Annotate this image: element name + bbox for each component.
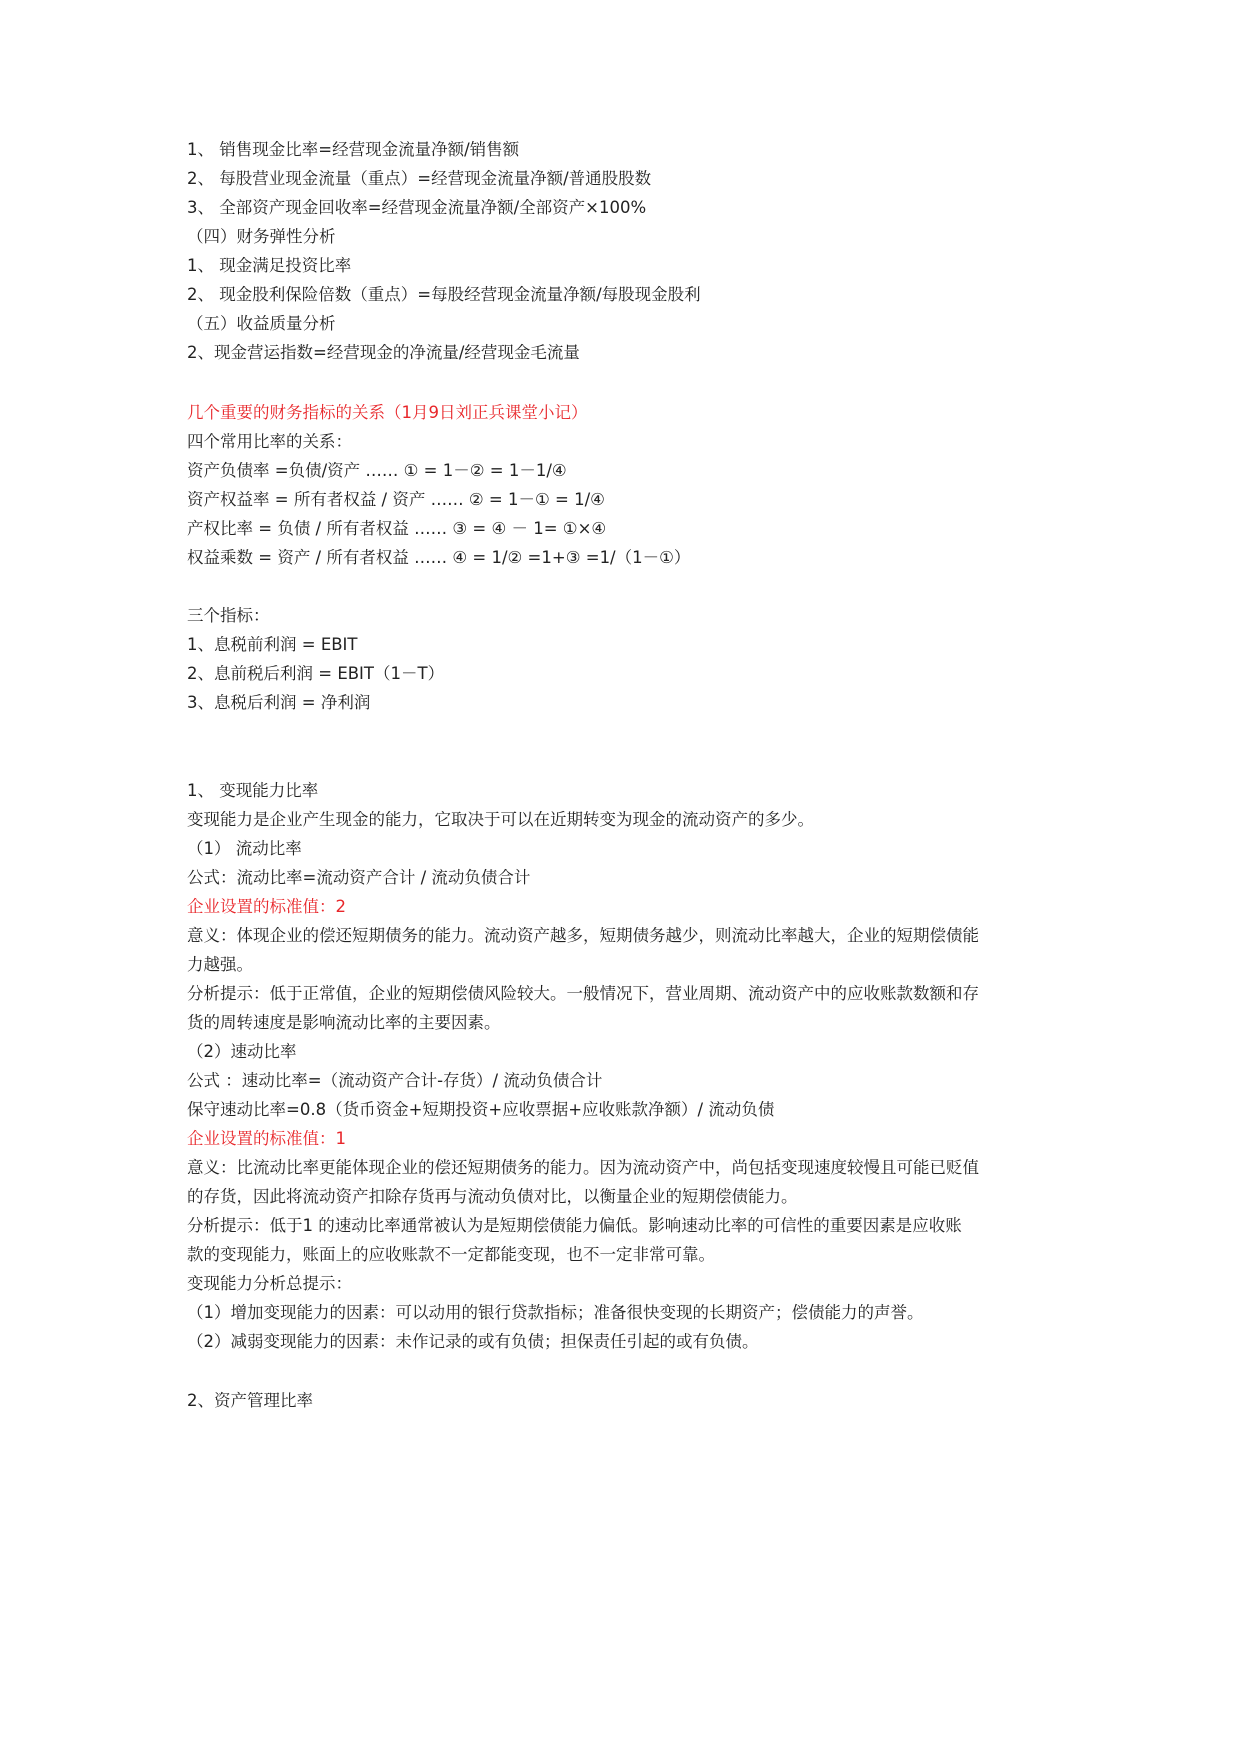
liquidity-increase-factors: （1）增加变现能力的因素：可以动用的银行贷款指标；准备很快变现的长期资产；偿债能力的声誉。	[187, 1303, 924, 1322]
ebit-after-tax-line: 2、息前税后利润 = EBIT（1－T）	[187, 664, 445, 683]
equity-ratio-formula: 资产权益率 = 所有者权益 / 资产 …… ② = 1－① = 1/④	[187, 490, 605, 509]
quick-ratio-analysis-cont: 款的变现能力，账面上的应收账款不一定都能变现，也不一定非常可靠。	[187, 1245, 715, 1264]
current-ratio-meaning: 意义：体现企业的偿还短期债务的能力。流动资产越多，短期债务越少，则流动比率越大，企业的短期偿债能	[187, 926, 979, 945]
current-ratio-analysis: 分析提示：低于正常值，企业的短期偿债风险较大。一般情况下，营业周期、流动资产中的应收账款数额和存	[187, 984, 979, 1003]
liquidity-definition: 变现能力是企业产生现金的能力，它取决于可以在近期转变为现金的流动资产的多少。	[187, 810, 814, 829]
cash-operating-index-line: 2、现金营运指数=经营现金的净流量/经营现金毛流量	[187, 343, 580, 362]
current-ratio-heading: （1） 流动比率	[187, 839, 302, 858]
current-ratio-standard: 企业设置的标准值：2	[187, 897, 346, 916]
current-ratio-formula: 公式：流动比率=流动资产合计 / 流动负债合计	[187, 868, 531, 887]
dividend-coverage-line: 2、 现金股利保险倍数（重点）=每股经营现金流量净额/每股现金股利	[187, 285, 701, 304]
debt-equity-ratio-formula: 产权比率 = 负债 / 所有者权益 …… ③ = ④ － 1= ①×④	[187, 519, 607, 538]
liquidity-decrease-factors: （2）减弱变现能力的因素：未作记录的或有负债；担保责任引起的或有负债。	[187, 1332, 759, 1351]
quick-ratio-heading: （2）速动比率	[187, 1042, 297, 1061]
liquidity-ratio-heading: 1、 变现能力比率	[187, 781, 319, 800]
section-heading-financial-flexibility: （四）财务弹性分析	[187, 227, 336, 246]
net-profit-line: 3、息税后利润 = 净利润	[187, 693, 371, 712]
conservative-quick-ratio-formula: 保守速动比率=0.8（货币资金+短期投资+应收票据+应收账款净额）/ 流动负债	[187, 1100, 775, 1119]
equity-multiplier-formula: 权益乘数 = 资产 / 所有者权益 …… ④ = 1/② =1+③ =1/（1－①）	[187, 548, 691, 567]
quick-ratio-meaning: 意义：比流动比率更能体现企业的偿还短期债务的能力。因为流动资产中，尚包括变现速度较慢且可能已贬值	[187, 1158, 979, 1177]
liquidity-summary-heading: 变现能力分析总提示：	[187, 1274, 352, 1293]
asset-cash-recovery-line: 3、 全部资产现金回收率=经营现金流量净额/全部资产×100%	[187, 198, 647, 217]
asset-management-heading: 2、资产管理比率	[187, 1391, 313, 1410]
ratios-relationship-heading: 几个重要的财务指标的关系（1月9日刘正兵课堂小记）	[187, 403, 588, 422]
quick-ratio-analysis: 分析提示：低于1 的速动比率通常被认为是短期偿债能力偏低。影响速动比率的可信性的重要因素是应收账	[187, 1216, 962, 1235]
section-heading-earnings-quality: （五）收益质量分析	[187, 314, 336, 333]
ebit-line: 1、息税前利润 = EBIT	[187, 635, 358, 654]
investment-coverage-line: 1、 现金满足投资比率	[187, 256, 352, 275]
four-ratios-heading: 四个常用比率的关系：	[187, 432, 352, 451]
current-ratio-analysis-cont: 货的周转速度是影响流动比率的主要因素。	[187, 1013, 501, 1032]
quick-ratio-standard: 企业设置的标准值：1	[187, 1129, 346, 1148]
three-indicators-heading: 三个指标：	[187, 606, 270, 625]
cash-flow-per-share-line: 2、 每股营业现金流量（重点）=经营现金流量净额/普通股股数	[187, 169, 652, 188]
current-ratio-meaning-cont: 力越强。	[187, 955, 253, 974]
quick-ratio-meaning-cont: 的存货，因此将流动资产扣除存货再与流动负债对比，以衡量企业的短期偿债能力。	[187, 1187, 798, 1206]
quick-ratio-formula: 公式 ：速动比率=（流动资产合计-存货）/ 流动负债合计	[187, 1071, 603, 1090]
cash-sales-ratio-line: 1、 销售现金比率=经营现金流量净额/销售额	[187, 140, 520, 159]
debt-ratio-formula: 资产负债率 =负债/资产 …… ① = 1－② = 1－1/④	[187, 461, 567, 480]
